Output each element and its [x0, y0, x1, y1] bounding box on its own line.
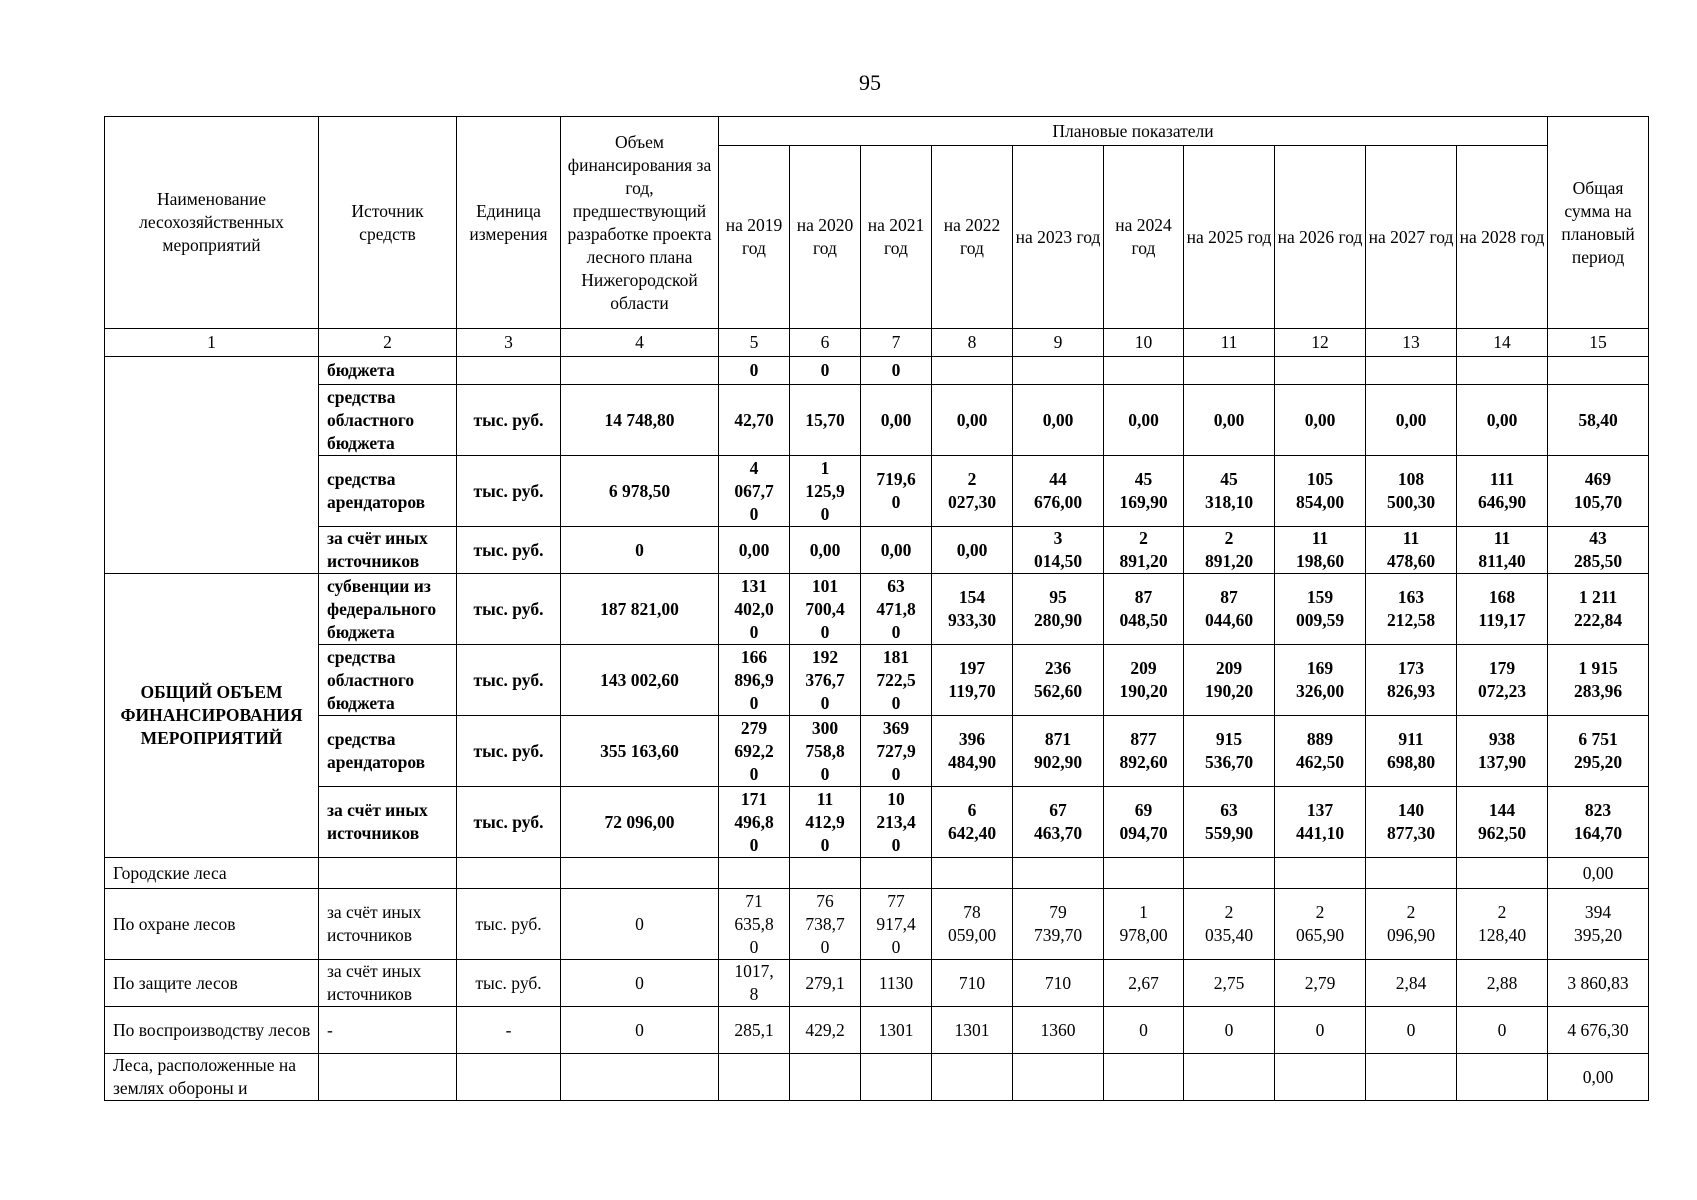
year-value-cell: [861, 858, 932, 889]
year-value-cell: [1013, 858, 1104, 889]
year-value-cell: 131 402,0 0: [719, 574, 790, 645]
year-value-cell: 2 027,30: [932, 456, 1013, 527]
year-value-cell: [1275, 858, 1366, 889]
year-value-cell: 0,00: [1184, 385, 1275, 456]
column-number: 14: [1457, 329, 1548, 357]
year-value-cell: 11 811,40: [1457, 527, 1548, 574]
year-value-cell: 0: [1275, 1007, 1366, 1054]
year-value-cell: [1104, 357, 1184, 385]
year-value-cell: 105 854,00: [1275, 456, 1366, 527]
year-value-cell: [932, 1054, 1013, 1101]
unit-cell: тыс. руб.: [457, 645, 561, 716]
activity-cell: Городские леса: [105, 858, 319, 889]
year-value-cell: 1017, 8: [719, 960, 790, 1007]
prior-volume-cell: 355 163,60: [561, 716, 719, 787]
year-value-cell: 279,1: [790, 960, 861, 1007]
table-row: [105, 645, 1649, 716]
column-number: 1: [105, 329, 319, 357]
source-cell: за счёт иных источников: [319, 960, 457, 1007]
year-value-cell: [790, 858, 861, 889]
year-value-cell: 236 562,60: [1013, 645, 1104, 716]
year-value-cell: 1 125,9 0: [790, 456, 861, 527]
unit-cell: тыс. руб.: [457, 787, 561, 858]
year-value-cell: 11 478,60: [1366, 527, 1457, 574]
prior-volume-cell: 72 096,00: [561, 787, 719, 858]
header-year: на 2027 год: [1366, 146, 1457, 329]
year-value-cell: 87 048,50: [1104, 574, 1184, 645]
column-number: 8: [932, 329, 1013, 357]
year-value-cell: 2,88: [1457, 960, 1548, 1007]
source-cell: средства областного бюджета: [319, 385, 457, 456]
table-row: [105, 1054, 1649, 1101]
total-cell: 3 860,83: [1548, 960, 1649, 1007]
year-value-cell: [1275, 357, 1366, 385]
year-value-cell: 166 896,9 0: [719, 645, 790, 716]
year-value-cell: [932, 357, 1013, 385]
prior-volume-cell: 0: [561, 527, 719, 574]
activity-cell-empty: [105, 357, 319, 574]
header-year: на 2026 год: [1275, 146, 1366, 329]
year-value-cell: 179 072,23: [1457, 645, 1548, 716]
year-value-cell: 44 676,00: [1013, 456, 1104, 527]
total-cell: 4 676,30: [1548, 1007, 1649, 1054]
year-value-cell: 76 738,7 0: [790, 889, 861, 960]
year-value-cell: 1360: [1013, 1007, 1104, 1054]
year-value-cell: 45 169,90: [1104, 456, 1184, 527]
year-value-cell: [1184, 1054, 1275, 1101]
year-value-cell: 0: [1184, 1007, 1275, 1054]
year-value-cell: 2 096,90: [1366, 889, 1457, 960]
year-value-cell: 140 877,30: [1366, 787, 1457, 858]
source-cell: бюджета: [319, 357, 457, 385]
prior-volume-cell: [561, 357, 719, 385]
table-row: [105, 574, 1649, 645]
source-cell: за счёт иных источников: [319, 889, 457, 960]
total-cell: 0,00: [1548, 1054, 1649, 1101]
total-cell: 823 164,70: [1548, 787, 1649, 858]
total-cell: [1548, 357, 1649, 385]
source-cell: -: [319, 1007, 457, 1054]
year-value-cell: 915 536,70: [1184, 716, 1275, 787]
year-value-cell: 4 067,7 0: [719, 456, 790, 527]
year-value-cell: 2 128,40: [1457, 889, 1548, 960]
year-value-cell: 3 014,50: [1013, 527, 1104, 574]
prior-volume-cell: 143 002,60: [561, 645, 719, 716]
year-value-cell: [719, 858, 790, 889]
total-cell: 1 211 222,84: [1548, 574, 1649, 645]
header-year: на 2025 год: [1184, 146, 1275, 329]
year-value-cell: 396 484,90: [932, 716, 1013, 787]
column-numbers-row: [105, 329, 1649, 357]
year-value-cell: 159 009,59: [1275, 574, 1366, 645]
year-value-cell: 168 119,17: [1457, 574, 1548, 645]
source-cell: средства областного бюджета: [319, 645, 457, 716]
year-value-cell: 209 190,20: [1104, 645, 1184, 716]
source-cell: [319, 1054, 457, 1101]
column-number: 13: [1366, 329, 1457, 357]
year-value-cell: [1013, 357, 1104, 385]
header-row: [105, 117, 1649, 146]
year-value-cell: 79 739,70: [1013, 889, 1104, 960]
total-cell: 43 285,50: [1548, 527, 1649, 574]
year-value-cell: 2 891,20: [1104, 527, 1184, 574]
table-row: [105, 456, 1649, 527]
year-value-cell: 2 065,90: [1275, 889, 1366, 960]
activity-cell: По воспроизводству лесов: [105, 1007, 319, 1054]
year-value-cell: 0,00: [1013, 385, 1104, 456]
year-value-cell: 209 190,20: [1184, 645, 1275, 716]
header-year: на 2020 год: [790, 146, 861, 329]
prior-volume-cell: 187 821,00: [561, 574, 719, 645]
year-value-cell: 45 318,10: [1184, 456, 1275, 527]
table-row: [105, 787, 1649, 858]
year-value-cell: [861, 1054, 932, 1101]
unit-cell: тыс. руб.: [457, 716, 561, 787]
unit-cell: тыс. руб.: [457, 456, 561, 527]
year-value-cell: 1130: [861, 960, 932, 1007]
header-unit: Единица измерения: [457, 117, 561, 329]
unit-cell: тыс. руб.: [457, 960, 561, 1007]
unit-cell: -: [457, 1007, 561, 1054]
header-year: на 2022 год: [932, 146, 1013, 329]
year-value-cell: 108 500,30: [1366, 456, 1457, 527]
activity-cell: ОБЩИЙ ОБЪЕМ ФИНАНСИРОВАНИЯ МЕРОПРИЯТИЙ: [105, 574, 319, 858]
year-value-cell: 15,70: [790, 385, 861, 456]
year-value-cell: 877 892,60: [1104, 716, 1184, 787]
year-value-cell: [1184, 357, 1275, 385]
page-number: 95: [859, 70, 881, 95]
year-value-cell: 101 700,4 0: [790, 574, 861, 645]
year-value-cell: 0,00: [1457, 385, 1548, 456]
year-value-cell: 0: [719, 357, 790, 385]
year-value-cell: [1104, 858, 1184, 889]
year-value-cell: 163 212,58: [1366, 574, 1457, 645]
year-value-cell: 2,79: [1275, 960, 1366, 1007]
column-number: 11: [1184, 329, 1275, 357]
header-year: на 2023 год: [1013, 146, 1104, 329]
source-cell: субвенции из федерального бюджета: [319, 574, 457, 645]
column-number: 15: [1548, 329, 1649, 357]
table-row: [105, 889, 1649, 960]
year-value-cell: 181 722,5 0: [861, 645, 932, 716]
year-value-cell: 429,2: [790, 1007, 861, 1054]
year-value-cell: 77 917,4 0: [861, 889, 932, 960]
year-value-cell: [932, 858, 1013, 889]
year-value-cell: 871 902,90: [1013, 716, 1104, 787]
table-row: [105, 527, 1649, 574]
year-value-cell: 1301: [932, 1007, 1013, 1054]
unit-cell: тыс. руб.: [457, 527, 561, 574]
source-cell: за счёт иных источников: [319, 527, 457, 574]
year-value-cell: 0,00: [719, 527, 790, 574]
year-value-cell: 0,00: [790, 527, 861, 574]
activity-cell: По защите лесов: [105, 960, 319, 1007]
column-number: 4: [561, 329, 719, 357]
header-year: на 2028 год: [1457, 146, 1548, 329]
year-value-cell: 67 463,70: [1013, 787, 1104, 858]
header-year: на 2019 год: [719, 146, 790, 329]
year-value-cell: 69 094,70: [1104, 787, 1184, 858]
prior-volume-cell: [561, 858, 719, 889]
year-value-cell: [790, 1054, 861, 1101]
year-value-cell: [1457, 858, 1548, 889]
year-value-cell: [719, 1054, 790, 1101]
year-value-cell: 78 059,00: [932, 889, 1013, 960]
unit-cell: [457, 1054, 561, 1101]
source-cell: [319, 858, 457, 889]
year-value-cell: 137 441,10: [1275, 787, 1366, 858]
year-value-cell: 279 692,2 0: [719, 716, 790, 787]
year-value-cell: 111 646,90: [1457, 456, 1548, 527]
table-row: [105, 960, 1649, 1007]
header-planned: Плановые показатели: [719, 117, 1548, 146]
year-value-cell: 2,84: [1366, 960, 1457, 1007]
header-prior-volume: Объем финансирования за год, предшествующий разработке проекта лесного плана Нижегородской области: [561, 117, 719, 329]
year-value-cell: [1457, 1054, 1548, 1101]
year-value-cell: 0: [861, 357, 932, 385]
unit-cell: тыс. руб.: [457, 385, 561, 456]
header-activity: Наименование лесохозяйственных мероприятий: [105, 117, 319, 329]
prior-volume-cell: 0: [561, 1007, 719, 1054]
year-value-cell: 11 412,9 0: [790, 787, 861, 858]
table-row: [105, 357, 1649, 385]
year-value-cell: 0,00: [861, 385, 932, 456]
year-value-cell: 710: [1013, 960, 1104, 1007]
prior-volume-cell: 0: [561, 960, 719, 1007]
column-number: 9: [1013, 329, 1104, 357]
header-year: на 2024 год: [1104, 146, 1184, 329]
year-value-cell: 0,00: [932, 385, 1013, 456]
year-value-cell: 1 978,00: [1104, 889, 1184, 960]
year-value-cell: 0,00: [1366, 385, 1457, 456]
year-value-cell: 300 758,8 0: [790, 716, 861, 787]
year-value-cell: 10 213,4 0: [861, 787, 932, 858]
source-cell: средства арендаторов: [319, 716, 457, 787]
header-total: Общая сумма на плановый период: [1548, 117, 1649, 329]
unit-cell: тыс. руб.: [457, 889, 561, 960]
column-number: 6: [790, 329, 861, 357]
prior-volume-cell: 6 978,50: [561, 456, 719, 527]
year-value-cell: 710: [932, 960, 1013, 1007]
year-value-cell: 154 933,30: [932, 574, 1013, 645]
activity-cell: По охране лесов: [105, 889, 319, 960]
year-value-cell: [1366, 858, 1457, 889]
column-number: 5: [719, 329, 790, 357]
year-value-cell: 0: [1457, 1007, 1548, 1054]
column-number: 12: [1275, 329, 1366, 357]
total-cell: 1 915 283,96: [1548, 645, 1649, 716]
year-value-cell: [1275, 1054, 1366, 1101]
header-year: на 2021 год: [861, 146, 932, 329]
activity-cell: Леса, расположенные на землях обороны и: [105, 1054, 319, 1101]
year-value-cell: 63 559,90: [1184, 787, 1275, 858]
year-value-cell: 2 891,20: [1184, 527, 1275, 574]
year-value-cell: 42,70: [719, 385, 790, 456]
column-number: 10: [1104, 329, 1184, 357]
table-row: [105, 858, 1649, 889]
header-source: Источник средств: [319, 117, 457, 329]
total-cell: 6 751 295,20: [1548, 716, 1649, 787]
unit-cell: [457, 357, 561, 385]
year-value-cell: 0: [1366, 1007, 1457, 1054]
year-value-cell: 1301: [861, 1007, 932, 1054]
source-cell: средства арендаторов: [319, 456, 457, 527]
year-value-cell: 11 198,60: [1275, 527, 1366, 574]
year-value-cell: 719,6 0: [861, 456, 932, 527]
unit-cell: тыс. руб.: [457, 574, 561, 645]
source-cell: за счёт иных источников: [319, 787, 457, 858]
year-value-cell: 197 119,70: [932, 645, 1013, 716]
year-value-cell: 63 471,8 0: [861, 574, 932, 645]
year-value-cell: 2,75: [1184, 960, 1275, 1007]
column-number: 3: [457, 329, 561, 357]
year-value-cell: 71 635,8 0: [719, 889, 790, 960]
year-value-cell: 169 326,00: [1275, 645, 1366, 716]
year-value-cell: 95 280,90: [1013, 574, 1104, 645]
table-row: [105, 385, 1649, 456]
year-value-cell: 0,00: [1275, 385, 1366, 456]
year-value-cell: [1366, 1054, 1457, 1101]
table-row: [105, 1007, 1649, 1054]
total-cell: 469 105,70: [1548, 456, 1649, 527]
year-value-cell: 0,00: [861, 527, 932, 574]
year-value-cell: [1184, 858, 1275, 889]
year-value-cell: 369 727,9 0: [861, 716, 932, 787]
year-value-cell: 0,00: [932, 527, 1013, 574]
year-value-cell: 2 035,40: [1184, 889, 1275, 960]
year-value-cell: 938 137,90: [1457, 716, 1548, 787]
prior-volume-cell: 0: [561, 889, 719, 960]
year-value-cell: 173 826,93: [1366, 645, 1457, 716]
year-value-cell: [1104, 1054, 1184, 1101]
year-value-cell: 171 496,8 0: [719, 787, 790, 858]
column-number: 7: [861, 329, 932, 357]
financing-table: [104, 116, 1649, 1101]
year-value-cell: 6 642,40: [932, 787, 1013, 858]
year-value-cell: 285,1: [719, 1007, 790, 1054]
year-value-cell: [1013, 1054, 1104, 1101]
year-value-cell: [1366, 357, 1457, 385]
year-value-cell: 87 044,60: [1184, 574, 1275, 645]
total-cell: 58,40: [1548, 385, 1649, 456]
year-value-cell: 192 376,7 0: [790, 645, 861, 716]
year-value-cell: 144 962,50: [1457, 787, 1548, 858]
unit-cell: [457, 858, 561, 889]
total-cell: 0,00: [1548, 858, 1649, 889]
prior-volume-cell: [561, 1054, 719, 1101]
year-value-cell: 0: [1104, 1007, 1184, 1054]
prior-volume-cell: 14 748,80: [561, 385, 719, 456]
year-value-cell: 2,67: [1104, 960, 1184, 1007]
table-row: [105, 716, 1649, 787]
total-cell: 394 395,20: [1548, 889, 1649, 960]
year-value-cell: 0: [790, 357, 861, 385]
year-value-cell: 911 698,80: [1366, 716, 1457, 787]
year-value-cell: 889 462,50: [1275, 716, 1366, 787]
column-number: 2: [319, 329, 457, 357]
year-value-cell: 0,00: [1104, 385, 1184, 456]
year-value-cell: [1457, 357, 1548, 385]
